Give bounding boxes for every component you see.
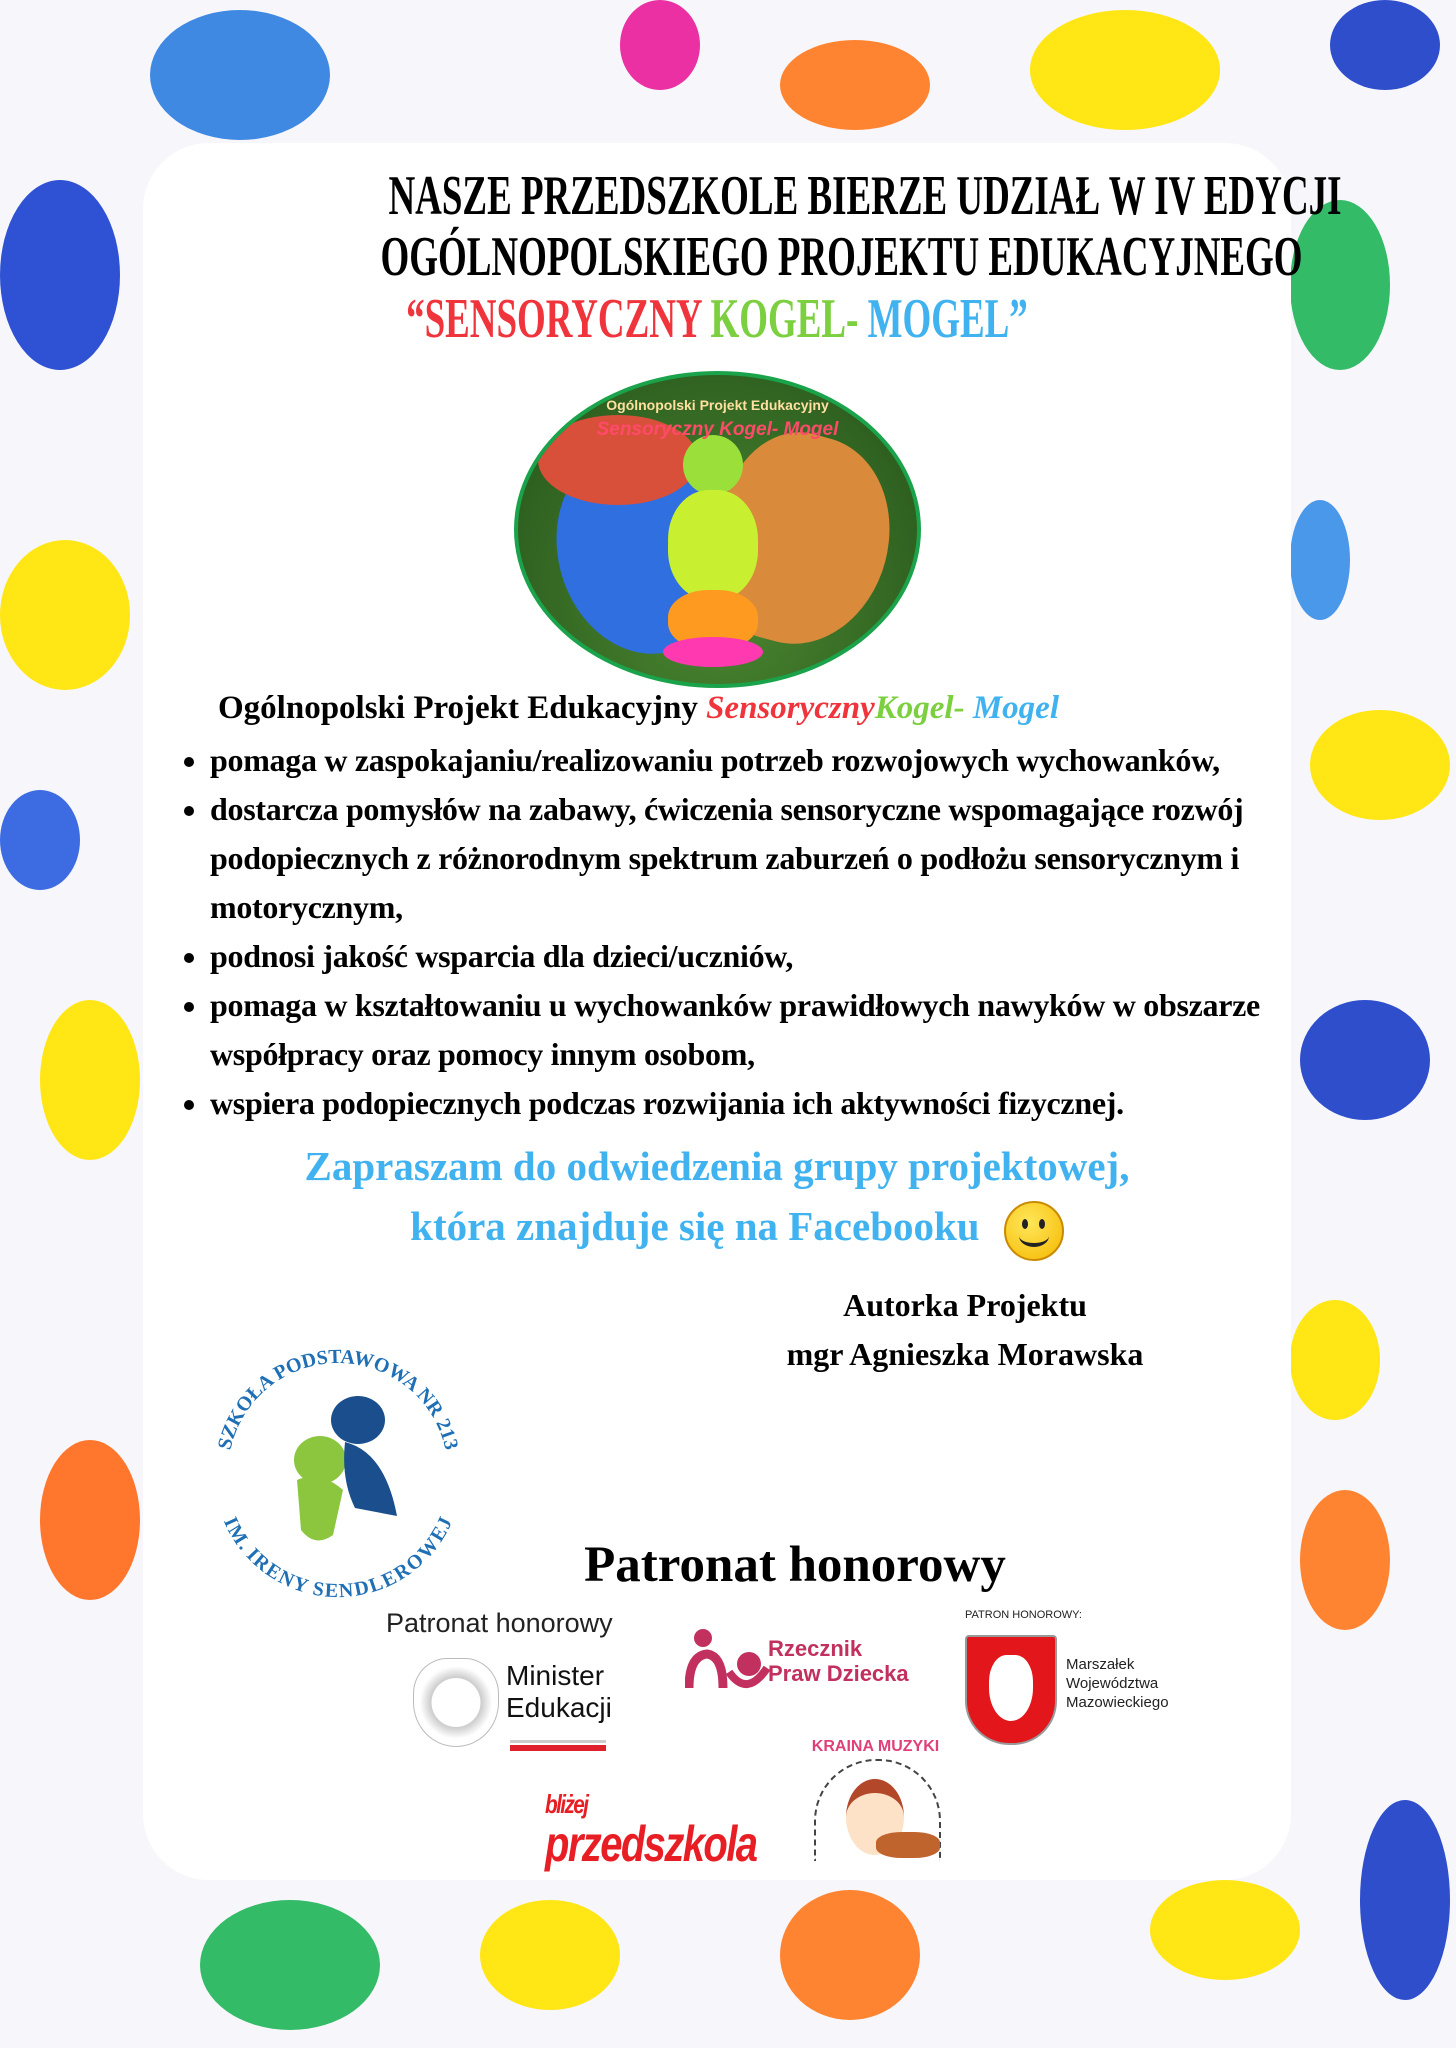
marszalek-logo-text: Marszałek Województwa Mazowieckiego <box>1066 1656 1169 1711</box>
blizej-przedszkola-logo: bliżej przedszkola <box>545 1789 757 1872</box>
title-line-2: OGÓLNOPOLSKIEGO PROJEKTU EDUKACYJNEGO <box>380 226 1303 288</box>
project-logo-name: Sensoryczny Kogel- Mogel <box>596 419 839 440</box>
polish-eagle-icon <box>413 1658 499 1747</box>
project-logo <box>514 371 921 688</box>
svg-text:SZKOŁA PODSTAWOWA NR 213: SZKOŁA PODSTAWOWA NR 213 <box>213 1345 463 1452</box>
subtitle: Ogólnopolski Projekt Edukacyjny SensorycznyKogel- Mogel <box>218 690 1060 726</box>
author-block <box>700 1281 1230 1379</box>
flag-stripe <box>510 1740 606 1743</box>
invite-line-2: która znajduje się na Facebooku <box>143 1196 1291 1261</box>
minister-logo-text: Minister Edukacji <box>506 1660 612 1723</box>
minister-patronage-label: Patronat honorowy <box>386 1608 613 1638</box>
author-label: Autorka Projektu <box>843 1286 1087 1323</box>
marszalek-patron-label: PATRON HONOROWY: <box>965 1609 1082 1621</box>
list-item: • pomaga w kształtowaniu u wychowanków prawidłowych nawyków w obszarze współpracy oraz pomocy innym osobom, <box>210 981 1293 1079</box>
title-line-1: NASZE PRZEDSZKOLE BIERZE UDZIAŁ W IV EDYCJI <box>388 165 1342 227</box>
list-item: • podnosi jakość wsparcia dla dzieci/uczniów, <box>210 932 1293 981</box>
list-item: • dostarcza pomysłów na zabawy, ćwiczenia sensoryczne wspomagające rozwój podopiecznych z różnorodnym spektrum zaburzeń o podłożu sensorycznym i motorycznym, <box>210 785 1293 932</box>
mazovia-crest-icon <box>965 1635 1057 1745</box>
rpd-logo-text: Rzecznik Praw Dziecka <box>768 1636 909 1686</box>
rpd-logo-icon <box>685 1628 770 1690</box>
smiley-face-icon <box>1004 1201 1064 1261</box>
flag-stripe <box>510 1745 606 1751</box>
content-flow <box>143 736 1291 1379</box>
school-logo <box>205 1340 471 1606</box>
benefits-list <box>143 736 1293 1128</box>
title-line-3: “SENSORYCZNY KOGEL- MOGEL” <box>406 288 1028 350</box>
list-item: • pomaga w zaspokajaniu/realizowaniu potrzeb rozwojowych wychowanków, <box>210 736 1293 785</box>
kraina-muzyki-logo: KRAINA MUZYKI <box>804 1737 947 1860</box>
project-logo-caption: Ogólnopolski Projekt Edukacyjny <box>606 397 829 413</box>
patronage-heading: Patronat honorowy <box>584 1537 1006 1593</box>
invite-line-1: Zapraszam do odwiedzenia grupy projektowej, <box>304 1143 1130 1189</box>
list-item: • wspiera podopiecznych podczas rozwijania ich aktywności fizycznej. <box>210 1079 1293 1128</box>
author-name: mgr Agnieszka Morawska <box>786 1335 1144 1372</box>
svg-text:IM. IRENY SENDLEROWEJ: IM. IRENY SENDLEROWEJ <box>219 1513 457 1602</box>
